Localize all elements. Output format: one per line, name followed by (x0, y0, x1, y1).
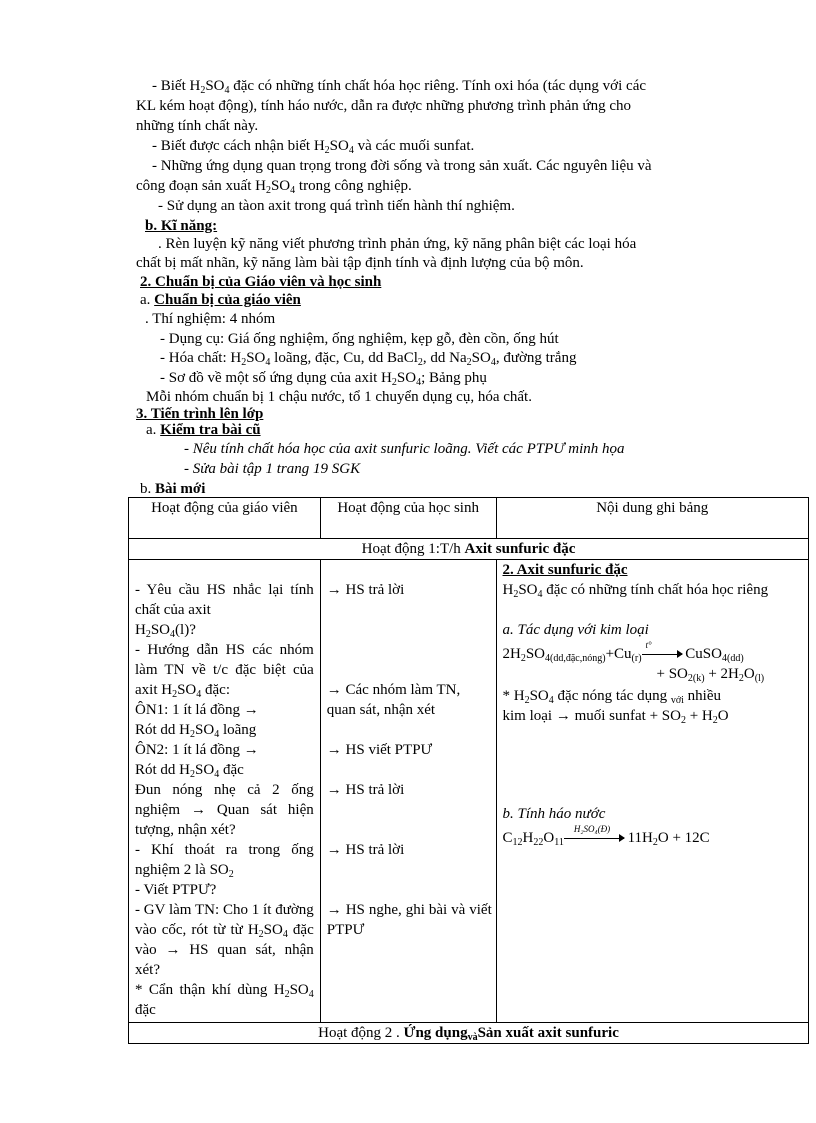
content-metal-heading: a. Tác dụng với kim loại (502, 622, 649, 638)
student-response-5: → HS trả lời (326, 842, 405, 858)
table-header-row (129, 498, 809, 539)
section-3-heading: 3. Tiến trình lên lớp (136, 406, 264, 422)
student-response-6: → HS nghe, ghi bài và viết PTPƯ (326, 902, 492, 938)
student-cell (320, 560, 496, 1023)
skills-line-2: chất bị mất nhãn, kỹ năng làm bài tập định tính và định lượng của bộ môn. (136, 255, 584, 271)
section-3b: b. Bài mới (140, 481, 206, 497)
section-2a: a. Chuẩn bị của giáo viên (140, 292, 301, 308)
intro-line-1: - Biết $H_2SO_4$ đặc có những tính chất hóa học riêng. Tính oxi hóa (tác dụng với các (152, 78, 647, 96)
intro-line-7: - Sử dụng an tàon axit trong quá trình tiến hành thí nghiệm. (158, 198, 515, 214)
equation-2: $C_{12}H_{22}O_{11}$ H₂SO₄(Đ) $11H_2O + 12C$ (502, 824, 710, 848)
content-line-hot-acid: * $H_2SO_4$ đặc nóng tác dụng $_{với}$ nhiều (502, 688, 721, 706)
group-prep-line: Mỗi nhóm chuẩn bị 1 chậu nước, tổ 1 chuyển dụng cụ, hóa chất. (146, 389, 532, 405)
student-response-4: → HS trả lời (326, 782, 405, 798)
header-teacher: Hoạt động của giáo viên (129, 498, 321, 539)
section-2-heading: 2. Chuẩn bị của Giáo viên và học sinh (140, 274, 382, 290)
review-question-1: - Nêu tính chất hóa học của axit sunfuric loãng. Viết các PTPƯ minh họa (184, 441, 625, 457)
intro-line-3: những tính chất này. (136, 118, 259, 134)
section-3a: a. Kiểm tra bài cũ (146, 422, 261, 438)
review-question-2: - Sửa bài tập 1 trang 19 SGK (184, 461, 361, 477)
content-cell (496, 560, 809, 1023)
equation-1: $2H_2SO_{4(dd,đặc,nóng)}+Cu_{(r)}$ t° CuSO$_{4(dd)}$ (502, 640, 744, 664)
header-student: Hoạt động của học sinh (320, 498, 496, 539)
activity-1-row (129, 539, 809, 560)
student-response-3: → HS viết PTPƯ (326, 742, 433, 758)
student-response-1: → HS trả lời (326, 582, 405, 598)
student-response-2: → Các nhóm làm TN, quan sát, nhận xét (326, 682, 461, 718)
experiment-line: . Thí nghiệm: 4 nhóm (145, 311, 276, 327)
activity-1-body (129, 560, 809, 1023)
content-line-products: kim loại → muối sunfat + $SO_2 + H_2O$ (502, 708, 729, 726)
activity-2-title: Hoạt động 2 . Ứng dụng$_{và}$Sản xuất axit sunfuric (129, 1023, 809, 1044)
intro-line-6: công đoạn sản xuất $H_2SO_4$ trong công nghiệp. (136, 178, 412, 196)
activity-1-title: Hoạt động 1:T/h Axit sunfuric đặc (129, 539, 809, 560)
teacher-cell: - Yêu cầu HS nhắc lại tính chất của axit $H_2SO_4(l)$? - Hướng dẫn HS các nhóm làm TN về t/c đặc biệt của axit $H_2SO_4$ đặc: ÔN1: 1 ít lá đồng → Rót dd $H_2SO_4$ loãng ÔN2: 1 ít lá đồng → Rót dd $H_2SO_4$ đặc Đun nóng nhẹ cả 2 ống nghiệm → Quan sát hiện tượng, nhận xét? - Khí thoát ra trong ống nghiệm 2 là $SO_2$ - Viết PTPƯ? - GV làm TN: Cho 1 ít đường vào cốc, rót từ từ $H_2SO_4$ đặc vào → HS quan sát, nhận xét? * Cẩn thận khí dùng $H_2SO_4$ đặc (129, 560, 321, 1023)
equipment-line: - Dụng cụ: Giá ống nghiệm, ống nghiệm, kẹp gỗ, đèn cồn, ống hút (160, 331, 559, 347)
chemicals-line: - Hóa chất: $H_2SO_4$ loãng, đặc, Cu, dd BaCl$_2$, dd $Na_2SO_4$, đường trắng (160, 350, 577, 368)
content-line-1: $H_2SO_4$ đặc có những tính chất hóa học riêng (502, 582, 769, 600)
header-content: Nội dung ghi bảng (496, 498, 809, 539)
intro-line-4: - Biết được cách nhận biết $H_2SO_4$ và các muối sunfat. (152, 138, 475, 156)
skills-heading: b. Kĩ năng: (145, 218, 218, 234)
intro-line-5: - Những ứng dụng quan trọng trong đời sống và trong sản xuất. Các nguyên liệu và (152, 158, 652, 174)
equation-1-line-2: + $SO_{2(k)} + 2H_2O_{(l)}$ (656, 666, 765, 684)
content-title: 2. Axit sunfuric đặc (502, 562, 628, 578)
content-dehydration-heading: b. Tính háo nước (502, 806, 606, 822)
diagram-line: - Sơ đồ về một số ứng dụng của axit $H_2SO_4$; Bảng phụ (160, 370, 487, 388)
activity-2-row (129, 1023, 809, 1044)
skills-line-1: . Rèn luyện kỹ năng viết phương trình phản ứng, kỹ năng phân biệt các loại hóa (158, 236, 637, 252)
intro-line-2: KL kém hoạt động), tính háo nước, dẫn ra được những phương trình phản ứng cho (136, 98, 632, 114)
lesson-table (128, 497, 809, 1044)
